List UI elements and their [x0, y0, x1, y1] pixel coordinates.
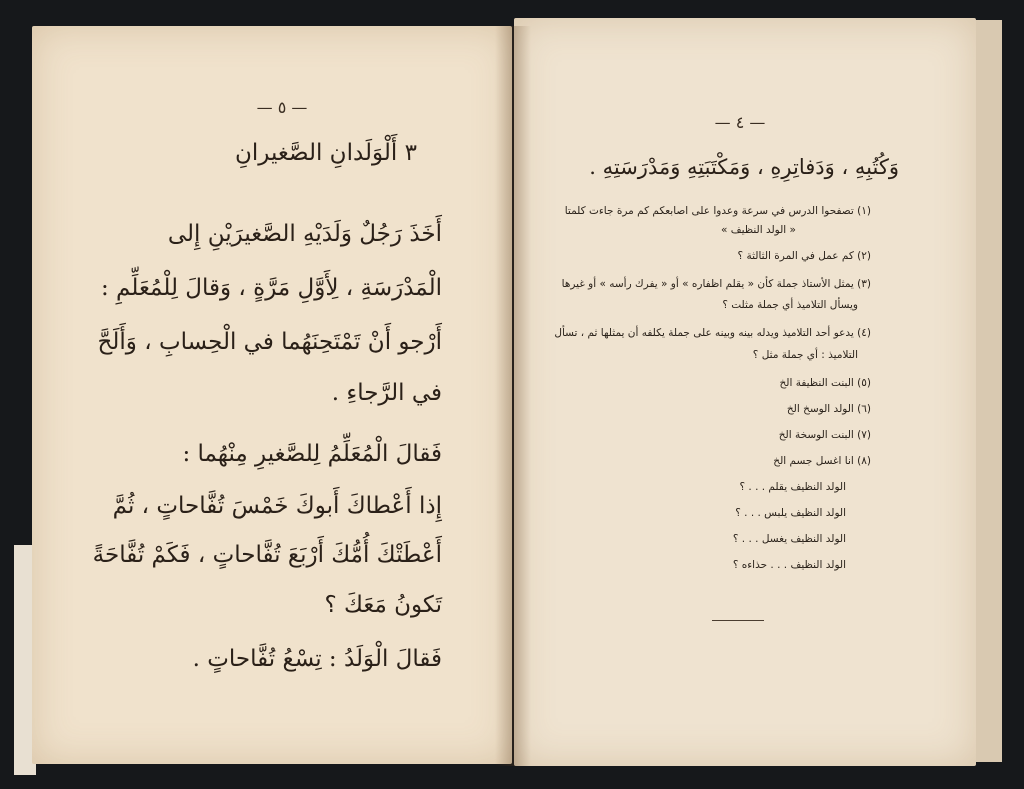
exercise-line: (٤) يدعو أحد التلاميذ ويدله بينه وبينه على جملة يكلفه أن يمثلها ثم ، تسأل — [554, 327, 871, 339]
story-line: أَرْجو أَنْ تَمْتَحِنَهُما في الْحِسابِ ، وَأَلَحَّ — [97, 329, 442, 355]
story-line: فَقالَ الْمُعَلِّمُ لِلصَّغيرِ مِنْهُما : — [182, 441, 442, 467]
story-line: في الرَّجاءِ . — [331, 380, 442, 406]
exercise-line: (٦) الولد الوسخ الخ — [786, 403, 871, 415]
story-line: أَعْطَتْكَ أُمُّكَ أَرْبَعَ تُفَّاحاتٍ ، فَكَمْ تُفَّاحَةً — [92, 542, 442, 568]
exercise-heading: وَكُتُبِهِ ، وَدَفاتِرِهِ ، وَمَكْتَبَتِهِ وَمَدْرَسَتِهِ . — [589, 155, 899, 179]
page-stack-edge — [972, 20, 1002, 762]
exercise-line: (٢) كم عمل في المرة الثالثة ؟ — [737, 250, 871, 262]
end-rule — [712, 620, 764, 621]
exercise-line: « الولد النظيف » — [720, 224, 796, 236]
left-page — [32, 26, 512, 764]
story-line: إِذا أَعْطاكَ أَبوكَ خَمْسَ تُفَّاحاتٍ ، ثُمَّ — [112, 493, 442, 519]
exercise-line: الولد النظيف يغسل . . . ؟ — [732, 533, 846, 545]
exercise-line: التلاميذ : أي جملة مثل ؟ — [752, 349, 858, 361]
right-page — [514, 18, 976, 766]
story-line: الْمَدْرَسَةِ ، لِأَوَّلِ مَرَّةٍ ، وَقالَ لِلْمُعَلِّمِ : — [100, 275, 442, 301]
story-title: ٣ أَلْوَلَدانِ الصَّغيرانِ — [235, 140, 417, 166]
exercise-line: الولد النظيف يقلم . . . ؟ — [739, 481, 846, 493]
exercise-line: (٨) انا اغسل جسم الخ — [773, 455, 871, 467]
story-line: أَخَذَ رَجُلٌ وَلَدَيْهِ الصَّغيرَيْنِ إِلى — [167, 221, 442, 247]
exercise-line: (٣) يمثل الأستاذ جملة كأن « يقلم اظفاره » أو « يفرك رأسه » أو غيرها — [561, 278, 871, 290]
exercise-line: الولد النظيف . . . حذاءه ؟ — [732, 559, 846, 571]
exercise-line: (٧) البنت الوسخة الخ — [778, 429, 871, 441]
exercise-line: ويسأل التلاميذ أي جملة مثلت ؟ — [722, 299, 858, 311]
page-number-right: — ٤ — — [714, 113, 766, 132]
exercise-line: (١) تصفحوا الدرس في سرعة وعدوا على اصابعكم كم مرة جاءت كلمتا — [564, 205, 871, 217]
exercise-line: الولد النظيف يلبس . . . ؟ — [735, 507, 846, 519]
exercise-line: (٥) البنت النظيفة الخ — [779, 377, 871, 389]
story-line: فَقالَ الْوَلَدُ : تِسْعُ تُفَّاحاتٍ . — [192, 646, 442, 672]
story-line: تَكونُ مَعَكَ ؟ — [324, 592, 442, 618]
book-spine-shadow — [495, 26, 531, 766]
page-number-left: — ٥ — — [256, 98, 308, 117]
